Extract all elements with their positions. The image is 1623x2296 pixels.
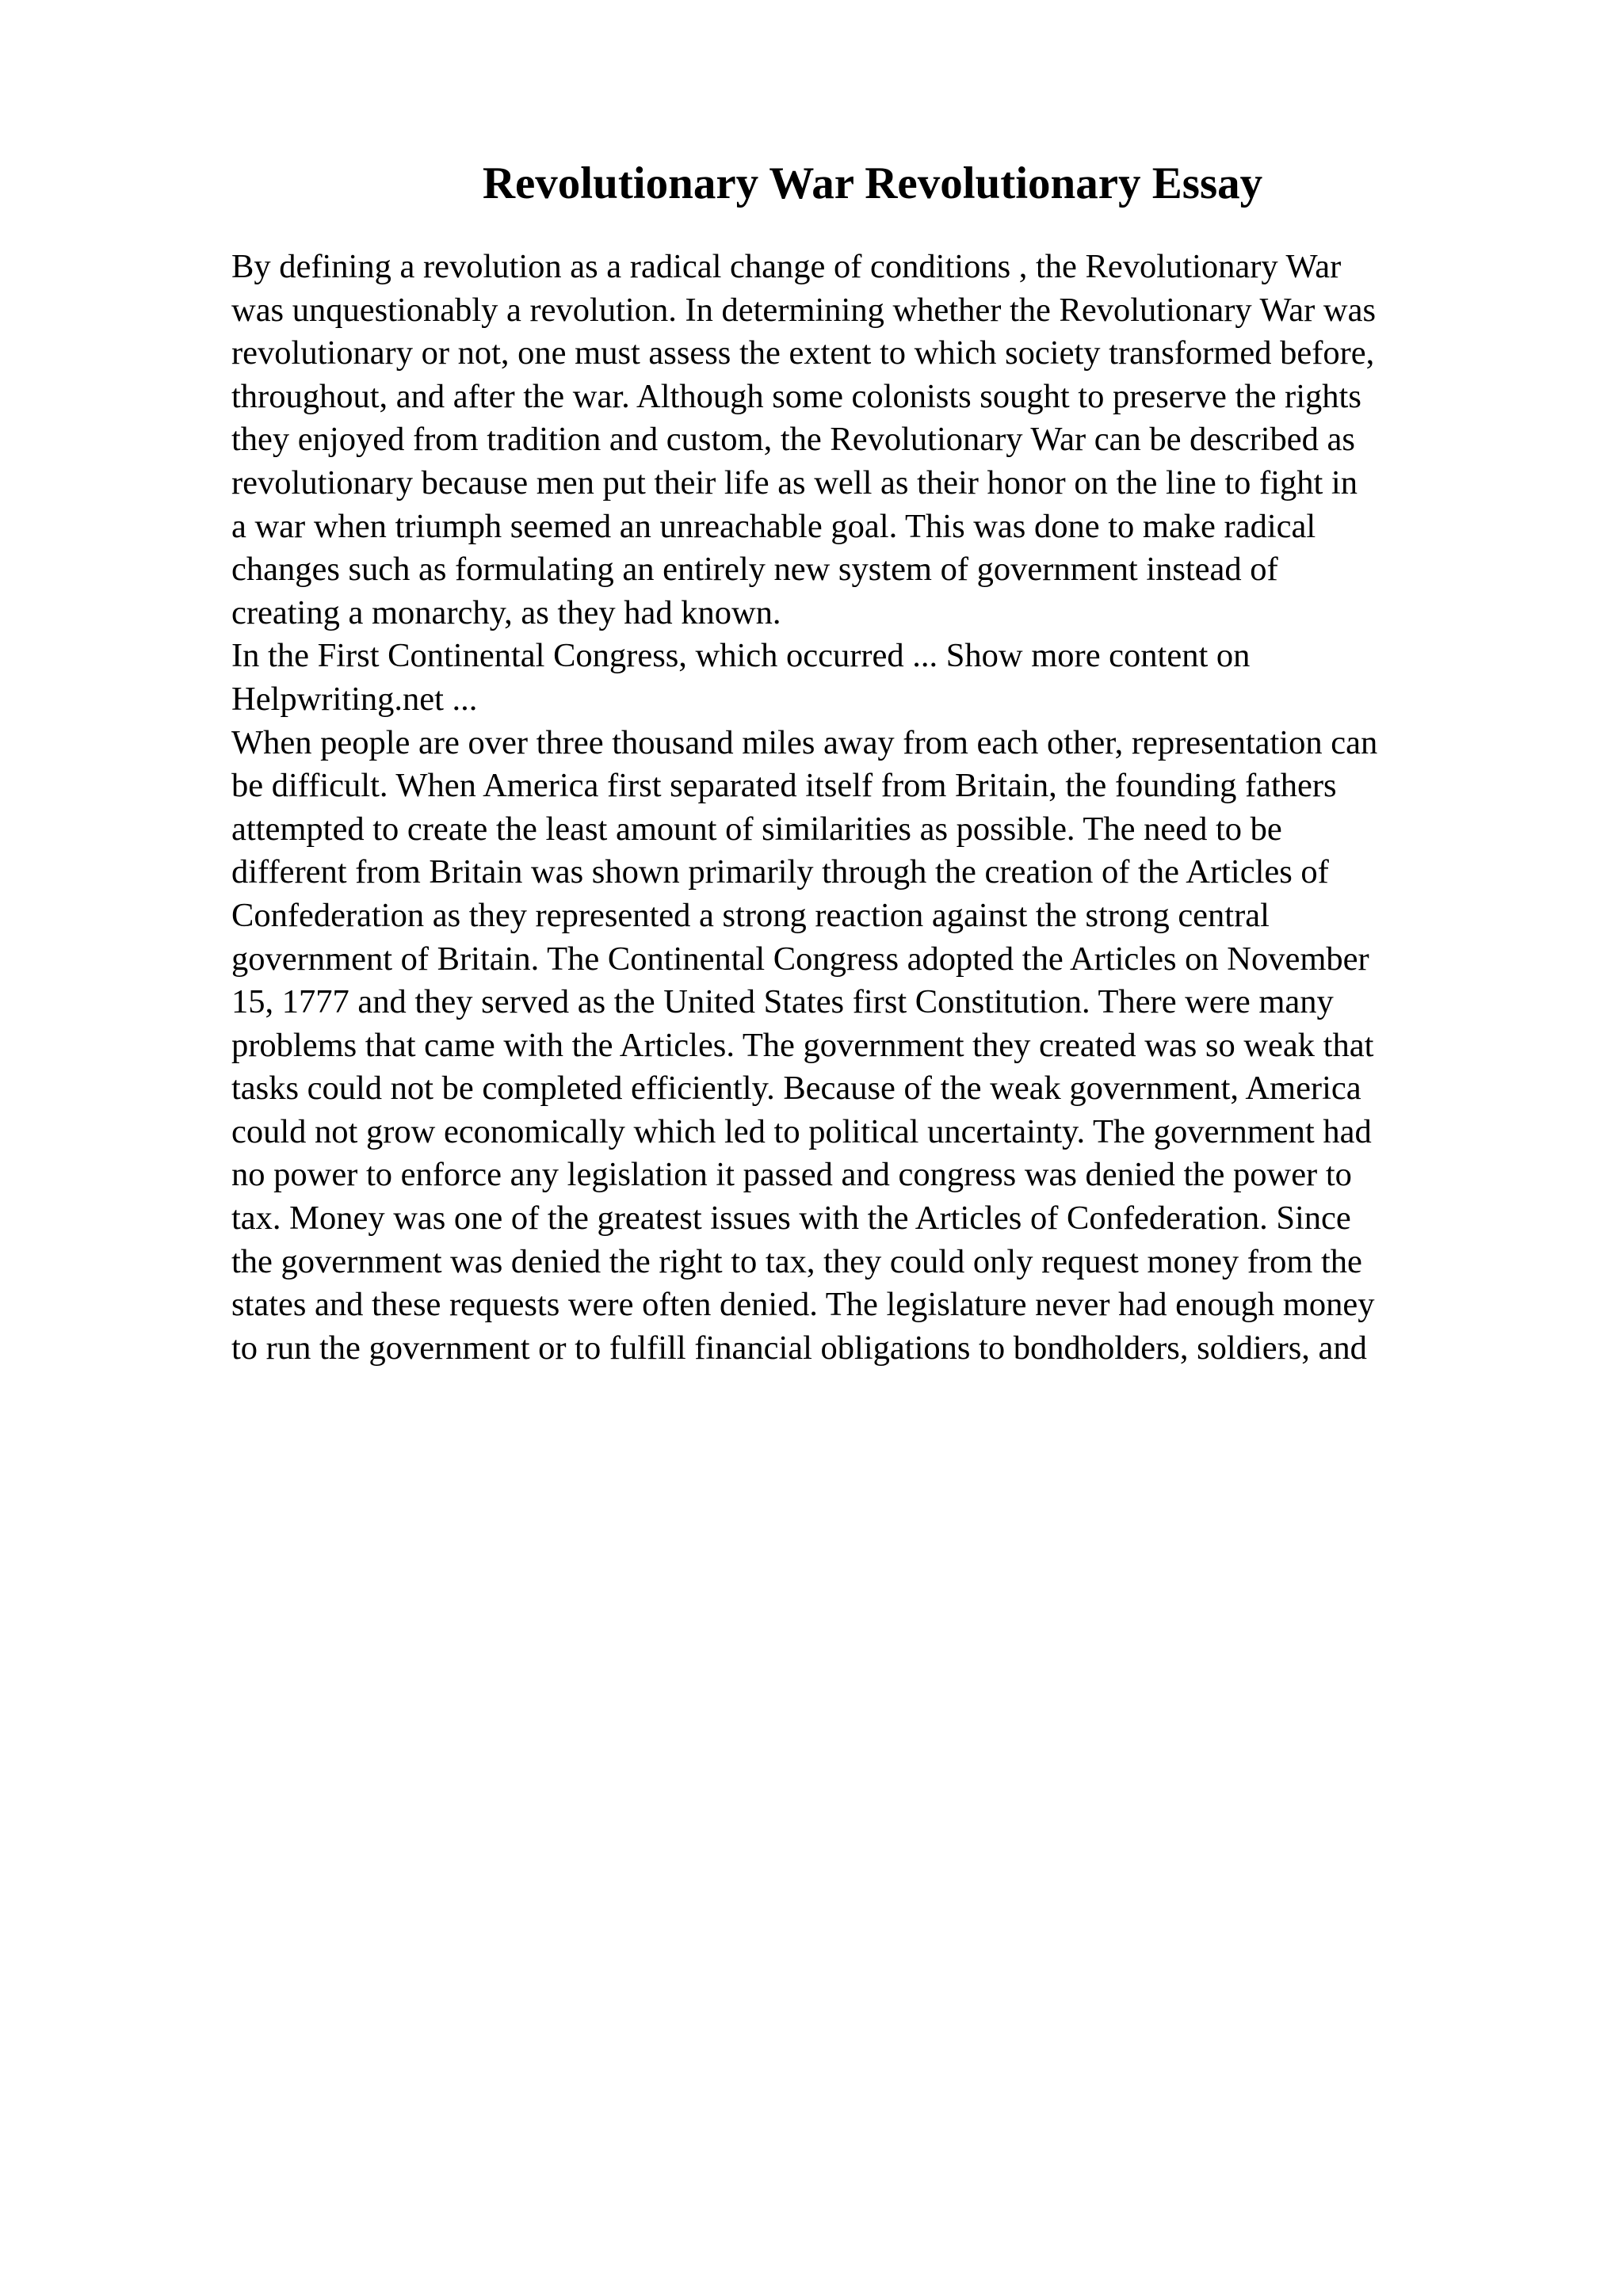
document-title: Revolutionary War Revolutionary Essay <box>482 158 1263 208</box>
body-line: tax. Money was one of the greatest issues with the Articles of Confederation. Since <box>231 1199 1351 1238</box>
body-line: states and these requests were often denied. The legislature never had enough money <box>231 1286 1375 1324</box>
body-line: was unquestionably a revolution. In determining whether the Revolutionary War was <box>231 291 1376 329</box>
body-line: a war when triumph seemed an unreachable goal. This was done to make radical <box>231 507 1316 545</box>
body-line: In the First Continental Congress, which occurred ... Show more content on <box>231 637 1251 675</box>
body-line: government of Britain. The Continental Congress adopted the Articles on November <box>231 940 1369 978</box>
body-line: different from Britain was shown primarily through the creation of the Articles of <box>231 853 1329 891</box>
body-line: revolutionary or not, one must assess the extent to which society transformed before, <box>231 334 1375 372</box>
body-line: tasks could not be completed efficiently. Because of the weak government, America <box>231 1070 1361 1108</box>
body-line: 15, 1777 and they served as the United States first Constitution. There were many <box>231 983 1334 1021</box>
document-body <box>231 246 1531 1370</box>
body-line: the government was denied the right to tax, they could only request money from the <box>231 1242 1362 1280</box>
body-line: creating a monarchy, as they had known. <box>231 593 781 631</box>
body-line: they enjoyed from tradition and custom, the Revolutionary War can be described as <box>231 421 1355 459</box>
body-line: revolutionary because men put their life as well as their honor on the line to fight in <box>231 463 1358 502</box>
body-line: to run the government or to fulfill financial obligations to bondholders, soldiers, and <box>231 1329 1367 1367</box>
body-line: changes such as formulating an entirely new system of government instead of <box>231 551 1278 589</box>
body-line: Confederation as they represented a strong reaction against the strong central <box>231 896 1270 934</box>
body-line: attempted to create the least amount of similarities as possible. The need to be <box>231 810 1282 848</box>
body-line: be difficult. When America first separated itself from Britain, the founding fathers <box>231 767 1337 805</box>
body-line: By defining a revolution as a radical change of conditions , the Revolutionary War <box>231 248 1342 285</box>
body-line: problems that came with the Articles. The government they created was so weak that <box>231 1026 1374 1064</box>
body-line: Helpwriting.net ... <box>231 680 478 718</box>
body-line: When people are over three thousand miles away from each other, representation can <box>231 723 1378 761</box>
body-line: could not grow economically which led to political uncertainty. The government had <box>231 1112 1372 1150</box>
body-line: no power to enforce any legislation it passed and congress was denied the power to <box>231 1156 1352 1194</box>
body-line: throughout, and after the war. Although some colonists sought to preserve the rights <box>231 377 1361 415</box>
